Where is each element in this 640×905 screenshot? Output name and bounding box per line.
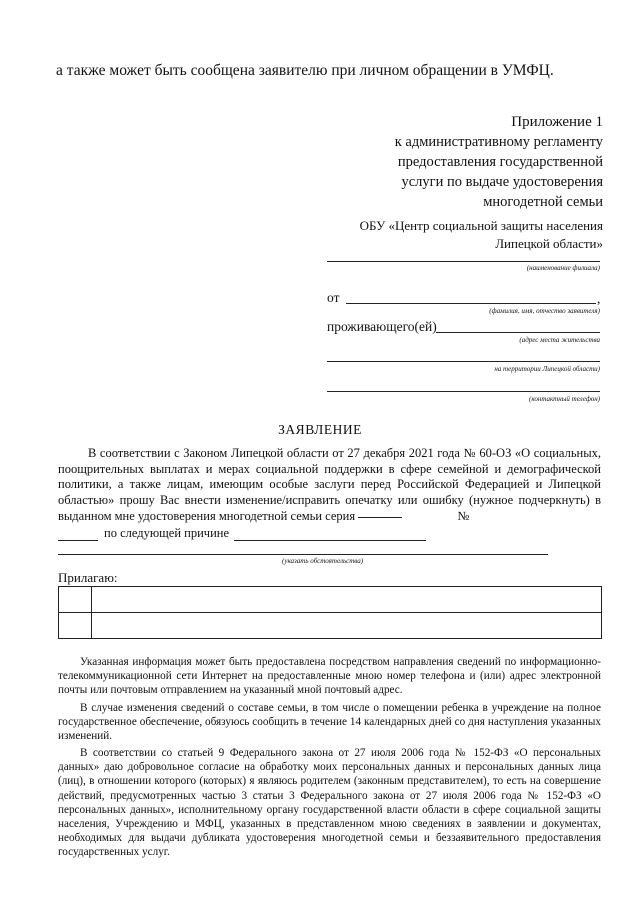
address-field-2[interactable] [327, 361, 600, 362]
attachment-name-cell[interactable] [92, 587, 602, 613]
statement-paragraph [58, 446, 601, 525]
address-caption: (адрес места жительства [519, 336, 600, 344]
info-paragraph [58, 655, 601, 698]
reason-field[interactable] [234, 540, 426, 541]
phone-field[interactable] [327, 391, 600, 392]
appendix-line: к административному регламенту [394, 134, 603, 150]
appendix-line: предоставления государственной [397, 154, 603, 170]
change-paragraph [58, 701, 601, 744]
fio-caption: (фамилия, имя, отчество заявителя) [489, 307, 600, 315]
intro-text: а также может быть сообщена заявителю при личном обращении в УМФЦ. [56, 62, 554, 79]
branch-caption: (наименование филиала) [526, 264, 600, 272]
region-caption: на территории Липецкой области) [494, 365, 600, 373]
appendix-line: многодетной семьи [483, 194, 603, 210]
appendix-block [333, 112, 603, 212]
consent-paragraph [58, 746, 601, 860]
branch-field[interactable] [327, 261, 600, 262]
change-text: В случае изменения сведений о составе семьи, в том числе о помещении ребенка в учреждение на полное государственное обеспечение, обязуюсь сообщить в течение 14 календарных дней со дня наступления указанных изменений. [58, 702, 601, 743]
number-field[interactable] [58, 540, 98, 541]
applicant-name-field[interactable] [346, 303, 596, 304]
consent-text: В соответствии со статьей 9 Федерального закона от 27 июля 2006 года № 152-ФЗ «О персональных данных» даю добровольное согласие на обработку моих персональных данных и персональных данных лица (лиц), в отношении которого (которых) я являюсь родителем (законным представителем), то есть на совершение действий, предусмотренных частью 3 статьи 3 Федерального закона от 27 июля 2006 года № 152-ФЗ «О персональных данных», исполнительному органу государственной власти области в сфере социальной защиты населения, Учреждению и МФЦ, указанных в представленном мною сведениях в заявлении и документах, необходимых для выдачи дубликата удостоверения многодетной семьи и беззаявительного предоставления государственных услуг. [58, 747, 601, 859]
from-label: от [327, 290, 340, 305]
org-line: Липецкой области» [495, 236, 603, 251]
attachments-table [58, 586, 602, 639]
appendix-line: услуги по выдаче удостоверения [401, 174, 603, 190]
statement-text: В соответствии с Законом Липецкой области от 27 декабря 2021 года № 60-ОЗ «О социальных, поощрительных выплатах и мерах социальной поддержки в сфере семейной и демографической политики, а также лицам, имеющим особые заслуги перед Российской Федерацией и Липецкой областью» прошу Вас внести изменение/исправить опечатку или ошибку (нужное подчеркнуть) в выданном мне удостоверения многодетной семьи серия [58, 446, 601, 523]
attachment-number-cell[interactable] [59, 613, 92, 639]
circumstances-caption: (указать обстоятельства) [282, 557, 364, 565]
phone-caption: (контактный телефон) [529, 395, 600, 403]
number-sign: № [457, 508, 470, 523]
table-row [59, 587, 602, 613]
org-line: ОБУ «Центр социальной защиты населения [359, 218, 603, 233]
residing-label: проживающего(ей) [327, 319, 437, 334]
recipient-org [303, 217, 603, 253]
document-title: ЗАЯВЛЕНИЕ [278, 422, 362, 437]
info-text: Указанная информация может быть предоставлена посредством направления сведений по информационно-телекоммуникационной сети Интернет на предоставленные мною номер телефона и (или) адрес электронной почты или почтовым отправлением на указанный мной почтовый адрес. [58, 656, 601, 697]
reason-field-2[interactable] [58, 554, 548, 555]
table-row [59, 613, 602, 639]
attachment-number-cell[interactable] [59, 587, 92, 613]
address-field[interactable] [436, 332, 600, 333]
attachment-name-cell[interactable] [92, 613, 602, 639]
reason-label: по следующей причине [104, 526, 230, 540]
attach-label: Прилагаю: [58, 570, 118, 585]
series-field[interactable] [358, 517, 402, 518]
from-comma: , [597, 291, 601, 306]
appendix-title: Приложение 1 [511, 114, 603, 130]
